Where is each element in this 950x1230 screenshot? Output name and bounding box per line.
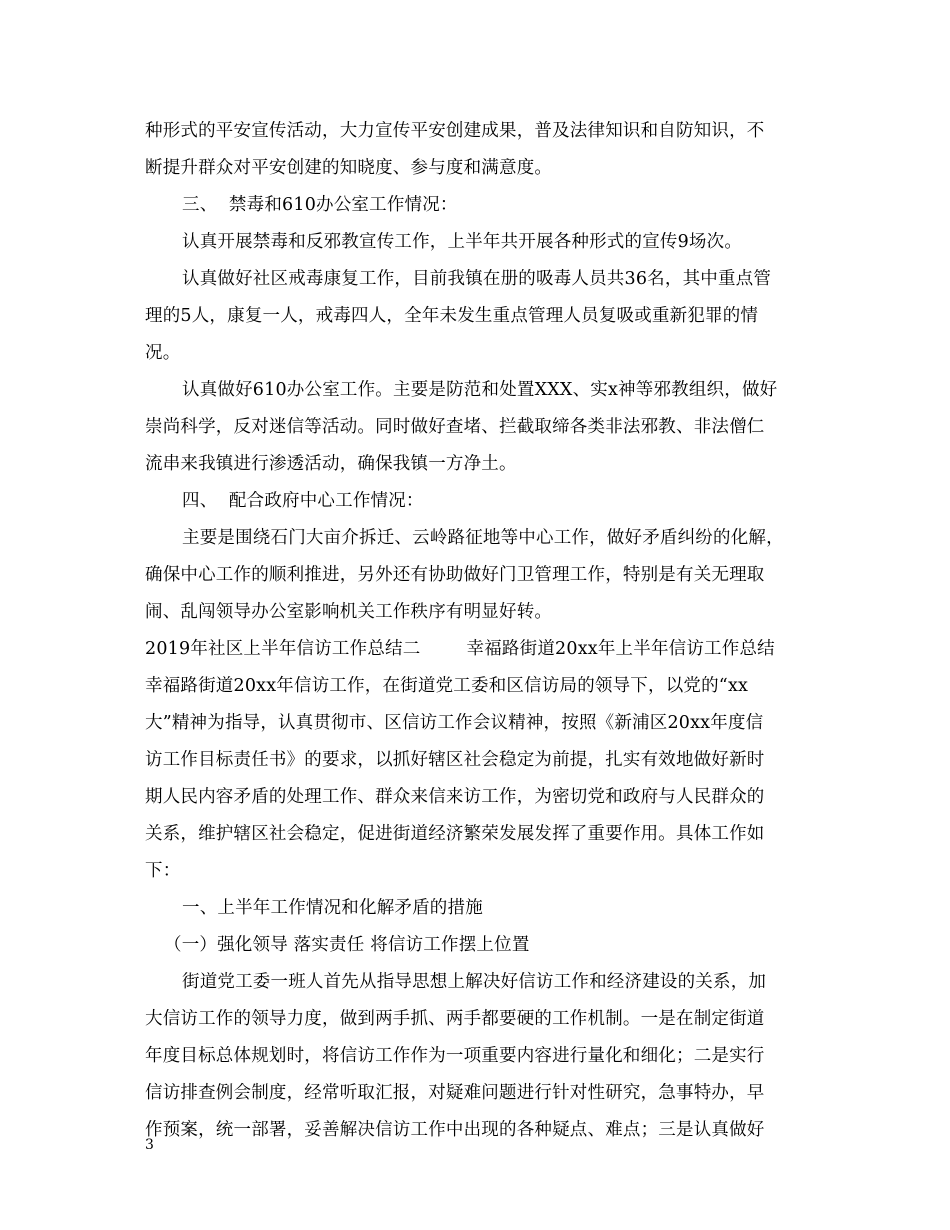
text-line: 年度目标总体规划时，将信访工作作为一项重要内容进行量化和细化；二是实行 bbox=[145, 1046, 765, 1066]
text-line: 大信访工作的领导力度，做到两手抓、两手都要硬的工作机制。一是在制定街道 bbox=[145, 1009, 765, 1029]
text-line: 流串来我镇进行渗透活动，确保我镇一方净土。 bbox=[145, 454, 517, 474]
text-line: 关系，维护辖区社会稳定，促进街道经济繁荣发展发挥了重要作用。具体工作如 bbox=[145, 824, 765, 844]
section-heading: 三、 禁毒和610办公室工作情况： bbox=[182, 195, 458, 215]
text-line: 况。 bbox=[145, 343, 181, 363]
text-line: 认真开展禁毒和反邪教宣传工作，上半年共开展各种形式的宣传9场次。 bbox=[182, 232, 743, 252]
text-line: 期人民内容矛盾的处理工作、群众来信来访工作，为密切党和政府与人民群众的 bbox=[145, 787, 765, 807]
section-heading: 四、 配合政府中心工作情况： bbox=[182, 491, 424, 511]
text-line: 主要是围绕石门大亩介拆迁、云岭路征地等中心工作，做好矛盾纠纷的化解， bbox=[182, 528, 784, 548]
text-line: 大”精神为指导，认真贯彻市、区信访工作会议精神，按照《新浦区20xx年度信 bbox=[145, 713, 764, 733]
page-number: 3 bbox=[145, 1137, 154, 1153]
text-line: 认真做好610办公室工作。主要是防范和处置XXX、实x神等邪教组织，做好 bbox=[182, 380, 778, 400]
text-line: 闹、乱闯领导办公室影响机关工作秩序有明显好转。 bbox=[145, 602, 553, 622]
text-line: 理的5人，康复一人，戒毒四人，全年未发生重点管理人员复吸或重新犯罪的情 bbox=[145, 306, 759, 326]
text-line: 信访排查例会制度，经常听取汇报，对疑难问题进行针对性研究，急事特办，早 bbox=[145, 1083, 765, 1103]
section-heading: 一、上半年工作情况和化解矛盾的措施 bbox=[182, 898, 483, 918]
text-line: 断提升群众对平安创建的知晓度、参与度和满意度。 bbox=[145, 158, 553, 178]
text-line: 确保中心工作的顺利推进，另外还有协助做好门卫管理工作，特别是有关无理取 bbox=[145, 565, 765, 585]
text-line: 幸福路街道20xx年信访工作，在街道党工委和区信访局的领导下，以党的“xx bbox=[145, 676, 749, 696]
text-line: 访工作目标责任书》的要求，以抓好辖区社会稳定为前提，扎实有效地做好新时 bbox=[145, 750, 765, 770]
text-line: 下： bbox=[145, 861, 181, 881]
document-title-line: 2019年社区上半年信访工作总结二 幸福路街道20xx年上半年信访工作总结 bbox=[145, 639, 775, 659]
text-line: 崇尚科学，反对迷信等活动。同时做好查堵、拦截取缔各类非法邪教、非法僧仁 bbox=[145, 417, 765, 437]
text-line: 种形式的平安宣传活动，大力宣传平安创建成果，普及法律知识和自防知识，不 bbox=[145, 121, 765, 141]
subsection-heading: （一）强化领导 落实责任 将信访工作摆上位置 bbox=[164, 935, 530, 955]
text-line: 作预案，统一部署，妥善解决信访工作中出现的各种疑点、难点；三是认真做好 bbox=[145, 1120, 765, 1140]
text-line: 街道党工委一班人首先从指导思想上解决好信访工作和经济建设的关系，加 bbox=[182, 972, 767, 992]
text-line: 认真做好社区戒毒康复工作，目前我镇在册的吸毒人员共36名，其中重点管 bbox=[182, 269, 772, 289]
